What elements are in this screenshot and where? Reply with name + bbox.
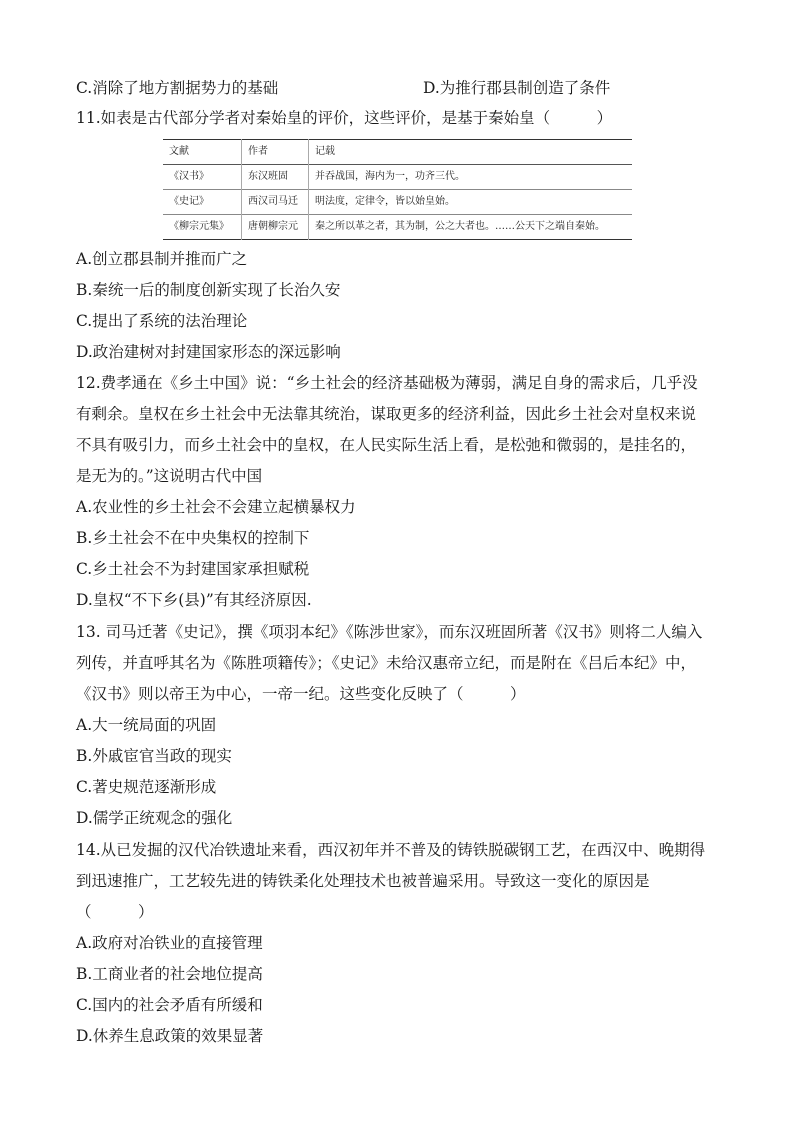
q13-option-c: C.著史规范逐渐形成 xyxy=(76,778,217,796)
q14-option-b: B.工商业者的社会地位提高 xyxy=(76,965,263,983)
q13-option-b: B.外戚宦官当政的现实 xyxy=(76,747,232,765)
q12-option-b: B.乡土社会不在中央集权的控制下 xyxy=(76,529,310,547)
q14-stem-line: （ ） xyxy=(76,903,154,921)
table-header-cell: 作者 xyxy=(242,140,309,165)
q11-source-table xyxy=(163,139,632,240)
table-cell: 秦之所以革之者，其为制，公之大者也。……公天下之端自秦始。 xyxy=(309,215,633,240)
q12-stem-line: 是无为的。”这说明古代中国 xyxy=(76,467,263,485)
table-cell: 《史记》 xyxy=(169,196,209,207)
q12-option-d: D.皇权“不下乡(县)”有其经济原因. xyxy=(76,591,312,609)
q12-stem-line: 12.费孝通在《乡土中国》说：“乡土社会的经济基础极为薄弱，满足自身的需求后，几乎没 xyxy=(76,374,698,392)
q11-stem: 11.如表是古代部分学者对秦始皇的评价，这些评价，是基于秦始皇（ ） xyxy=(76,109,613,127)
q13-stem-line: 《汉书》则以帝王为中心，一帝一纪。这些变化反映了（ ） xyxy=(76,685,526,703)
table-header-row xyxy=(163,140,632,165)
q13-option-a: A.大一统局面的巩固 xyxy=(76,716,217,734)
q12-option-a: A.农业性的乡土社会不会建立起横暴权力 xyxy=(76,498,356,516)
q13-stem-line: 13. 司马迁著《史记》，撰《项羽本纪》《陈涉世家》，而东汉班固所著《汉书》则将二人编入 xyxy=(76,623,703,641)
table-header-cell: 文献 xyxy=(169,146,189,157)
q10-option-c: C.消除了地方割据势力的基础 xyxy=(76,79,279,97)
q14-stem-line: 到迅速推广，工艺较先进的铸铁柔化处理技术也被普遍采用。导致这一变化的原因是 xyxy=(76,872,650,890)
q11-option-b: B.秦统一后的制度创新实现了长治久安 xyxy=(76,281,341,299)
q11-option-c: C.提出了系统的法治理论 xyxy=(76,312,248,330)
q14-option-d: D.休养生息政策的效果显著 xyxy=(76,1027,264,1045)
table-cell: 东汉班固 xyxy=(242,165,309,190)
q10-option-d: D.为推行郡县制创造了条件 xyxy=(423,79,611,97)
table-cell: 《柳宗元集》 xyxy=(169,221,229,232)
q13-option-d: D.儒学正统观念的强化 xyxy=(76,809,233,827)
table-cell: 唐朝柳宗元 xyxy=(242,215,309,240)
q13-stem-line: 列传，并直呼其名为《陈胜项籍传》；《史记》未给汉惠帝立纪，而是附在《吕后本纪》中， xyxy=(76,654,697,672)
table-header-cell: 记载 xyxy=(309,140,633,165)
q12-stem-line: 有剩余。皇权在乡土社会中无法靠其统治，谋取更多的经济利益，因此乡土社会对皇权来说 xyxy=(76,405,697,423)
q14-option-a: A.政府对冶铁业的直接管理 xyxy=(76,934,263,952)
q11-option-d: D.政治建树对封建国家形态的深远影响 xyxy=(76,343,341,361)
q14-option-c: C.国内的社会矛盾有所缓和 xyxy=(76,996,263,1014)
q10-options-row xyxy=(76,78,726,98)
table-cell: 明法度，定律令，皆以始皇始。 xyxy=(309,190,633,215)
table-row xyxy=(163,165,632,190)
q12-option-c: C.乡土社会不为封建国家承担赋税 xyxy=(76,560,310,578)
table-row xyxy=(163,215,632,240)
table-cell: 并吞战国，海内为一，功齐三代。 xyxy=(309,165,633,190)
table-row xyxy=(163,190,632,215)
q12-stem-line: 不具有吸引力，而乡土社会中的皇权，在人民实际生活上看，是松弛和微弱的，是挂名的， xyxy=(76,436,697,454)
q14-stem-line: 14.从已发掘的汉代冶铁遗址来看，西汉初年并不普及的铸铁脱碳钢工艺，在西汉中、晚期得 xyxy=(76,841,706,859)
table-cell: 西汉司马迁 xyxy=(242,190,309,215)
table-cell: 《汉书》 xyxy=(169,171,209,182)
q11-option-a: A.创立郡县制并推而广之 xyxy=(76,250,248,268)
